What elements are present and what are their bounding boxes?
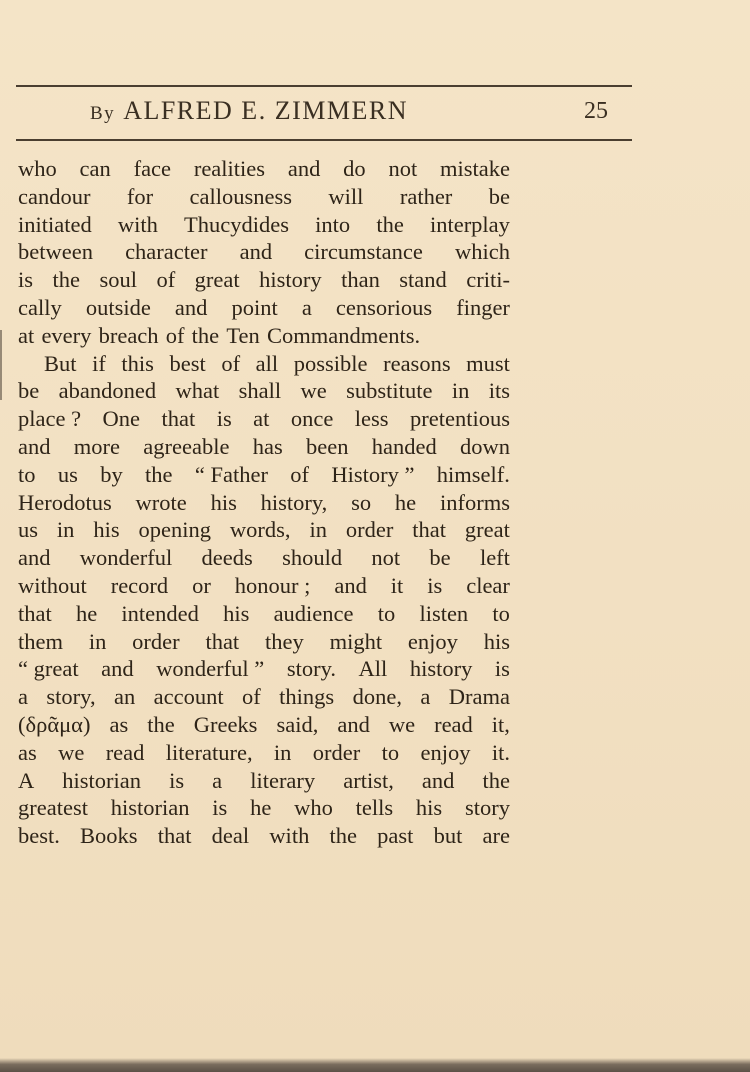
word: can <box>79 156 111 181</box>
text-line <box>18 628 510 656</box>
word: opening <box>138 517 212 543</box>
word: deal <box>211 823 250 849</box>
word: greatest <box>18 795 88 821</box>
word: “ Father <box>194 461 268 487</box>
word: the <box>191 322 220 348</box>
author-byline <box>90 96 408 126</box>
word: wonderful <box>79 545 173 571</box>
word: wonderful ” <box>156 656 265 682</box>
text-line <box>18 322 510 350</box>
word: soul <box>99 267 137 293</box>
word: and <box>239 239 273 265</box>
word: be <box>488 183 510 209</box>
word: and <box>18 433 51 459</box>
word: clear <box>466 572 510 598</box>
word: cally <box>18 294 62 320</box>
word: of <box>221 350 241 376</box>
word: a <box>18 684 28 710</box>
text-line <box>18 655 510 683</box>
page-number: 25 <box>584 98 608 124</box>
word: initiated <box>18 211 92 237</box>
word: said, <box>276 711 319 737</box>
word: shall <box>238 378 282 404</box>
word: the <box>147 711 175 737</box>
word: is <box>216 406 232 432</box>
word: to <box>492 600 510 626</box>
text-line <box>18 794 510 822</box>
word: in <box>56 517 75 543</box>
word: not <box>371 545 401 571</box>
text-line <box>18 461 510 489</box>
word: should <box>282 545 343 571</box>
text-line <box>18 183 510 211</box>
word: the <box>482 767 510 793</box>
word: listen <box>419 600 469 626</box>
word: at <box>253 406 270 432</box>
word: But <box>44 350 77 376</box>
word: us <box>18 517 39 543</box>
word: he <box>250 795 272 821</box>
word: who <box>18 156 57 181</box>
word: in <box>273 739 292 765</box>
word: read <box>105 739 145 765</box>
text-line <box>18 350 510 378</box>
word: reasons <box>383 350 451 376</box>
author-name: ALFRED E. ZIMMERN <box>123 96 408 125</box>
word: the <box>376 211 404 237</box>
word: been <box>305 433 349 459</box>
word: with <box>269 823 310 849</box>
word: a <box>420 684 431 710</box>
word: into <box>315 211 351 237</box>
text-line <box>18 433 510 461</box>
word: a <box>212 767 223 793</box>
word: or <box>192 572 211 598</box>
word: this <box>121 350 154 376</box>
word: who <box>294 795 333 821</box>
word: more <box>73 433 120 459</box>
word: and <box>337 711 370 737</box>
word: the <box>329 823 357 849</box>
word: do <box>343 156 366 181</box>
word: an <box>113 684 136 710</box>
word: character <box>125 239 208 265</box>
word: order <box>345 517 394 543</box>
word: down <box>459 433 510 459</box>
word: is <box>212 795 228 821</box>
word: account <box>153 684 224 710</box>
header-rule-bottom <box>16 139 632 141</box>
word: great <box>464 517 510 543</box>
word: stand <box>399 267 447 293</box>
text-line <box>18 489 510 517</box>
word: be <box>429 545 451 571</box>
word: we <box>388 711 416 737</box>
word: Thucydides <box>184 211 290 237</box>
word: pretentious <box>410 406 510 432</box>
page-gutter-mark <box>0 330 2 400</box>
word: abandoned <box>58 378 157 404</box>
word: History ” <box>331 461 415 487</box>
word: of <box>156 267 176 293</box>
word: candour <box>18 183 91 209</box>
word: as <box>109 711 129 737</box>
text-line <box>18 211 510 239</box>
word: (δρᾶμα) <box>18 711 91 737</box>
word: to <box>18 461 36 487</box>
word: that <box>205 628 240 654</box>
word: words, <box>229 517 291 543</box>
word: of <box>290 461 310 487</box>
word: for <box>126 183 154 209</box>
word: substitute <box>346 378 433 404</box>
word: to <box>377 600 396 626</box>
word: will <box>328 183 364 209</box>
word: and <box>101 656 134 682</box>
word: its <box>488 378 510 404</box>
word: story <box>464 795 510 821</box>
word: with <box>117 211 158 237</box>
word: enjoy <box>420 739 471 765</box>
word: that <box>412 517 447 543</box>
word: once <box>290 406 334 432</box>
text-line <box>18 711 510 739</box>
word: “ great <box>18 656 79 682</box>
word: historian <box>110 795 190 821</box>
word: that <box>161 406 196 432</box>
word: they <box>265 628 304 654</box>
word: record <box>110 572 169 598</box>
word: it <box>390 572 404 598</box>
text-line <box>18 683 510 711</box>
word: circumstance <box>304 239 423 265</box>
word: and <box>421 767 455 793</box>
word: literature, <box>165 739 253 765</box>
word: mistake <box>440 156 510 181</box>
word: are <box>482 823 510 849</box>
word: historian <box>62 767 142 793</box>
word: the <box>52 267 80 293</box>
word: if <box>92 350 106 376</box>
word: intended <box>121 600 199 626</box>
word: and <box>18 545 51 571</box>
word: to <box>381 739 400 765</box>
word: his <box>93 517 120 543</box>
word: informs <box>439 489 510 515</box>
word: All <box>358 656 388 682</box>
word: censorious <box>335 294 433 320</box>
word: in <box>309 517 327 543</box>
word: the <box>145 461 173 487</box>
word: is <box>169 767 185 793</box>
word: Books <box>80 823 138 849</box>
word: at <box>18 322 35 348</box>
word: realities <box>193 156 266 181</box>
word: wrote <box>135 489 187 515</box>
word: breach <box>98 322 159 348</box>
text-line <box>18 238 510 266</box>
text-line <box>18 405 510 433</box>
word: artist, <box>343 767 394 793</box>
word: handed <box>371 433 437 459</box>
word: audience <box>273 600 354 626</box>
word: has <box>252 433 283 459</box>
word: all <box>255 350 279 376</box>
word: without <box>18 572 87 598</box>
word: outside <box>85 294 151 320</box>
word: his <box>483 628 510 654</box>
text-line <box>18 767 510 795</box>
running-head <box>16 96 632 128</box>
word: as <box>18 739 37 765</box>
word: Drama <box>448 684 510 710</box>
word: story. <box>286 656 336 682</box>
word: Ten <box>226 322 260 348</box>
word: is <box>494 656 510 682</box>
word: history, <box>260 489 328 515</box>
text-line <box>18 822 510 850</box>
body-text <box>18 155 510 850</box>
word: A <box>18 767 35 793</box>
word: finger <box>456 294 510 320</box>
word: Commandments. <box>266 322 421 348</box>
word: criti- <box>466 267 510 293</box>
header-rule-top <box>16 85 632 87</box>
word: done, <box>352 684 402 710</box>
word: point <box>231 294 278 320</box>
text-line <box>18 516 510 544</box>
word: must <box>466 350 510 376</box>
word: enjoy <box>407 628 458 654</box>
word: his <box>223 600 250 626</box>
page-bottom-edge <box>0 1058 750 1072</box>
word: but <box>433 823 463 849</box>
word: agreeable <box>143 433 230 459</box>
word: and <box>287 156 321 181</box>
word: rather <box>399 183 453 209</box>
word: not <box>388 156 418 181</box>
word: every <box>41 322 92 348</box>
word: that <box>18 600 52 626</box>
word: might <box>329 628 383 654</box>
word: so <box>351 489 372 515</box>
word: he <box>75 600 98 626</box>
text-line <box>18 377 510 405</box>
word: left <box>479 545 510 571</box>
word: his <box>210 489 237 515</box>
word: history <box>259 267 322 293</box>
word: face <box>133 156 172 181</box>
text-line <box>18 266 510 294</box>
word: in <box>88 628 107 654</box>
word: we <box>58 739 85 765</box>
word: of <box>242 684 261 710</box>
word: Herodotus <box>18 489 112 515</box>
word: Greeks <box>193 711 258 737</box>
text-line <box>18 739 510 767</box>
word: and <box>174 294 208 320</box>
word: past <box>377 823 414 849</box>
text-line <box>18 155 510 183</box>
word: deeds <box>201 545 253 571</box>
word: what <box>175 378 220 404</box>
word: than <box>341 267 380 293</box>
text-line <box>18 600 510 628</box>
word: his <box>415 795 443 821</box>
word: between <box>18 239 93 265</box>
text-line <box>18 572 510 600</box>
word: best. <box>18 823 60 849</box>
word: order <box>312 739 361 765</box>
word: which <box>454 239 510 265</box>
word: by <box>100 461 123 487</box>
word: that <box>157 823 192 849</box>
word: literary <box>250 767 316 793</box>
word: us <box>57 461 78 487</box>
word: great <box>194 267 240 293</box>
word: honour ; <box>234 572 311 598</box>
word: history <box>409 656 473 682</box>
word: himself. <box>436 461 510 487</box>
word: best <box>169 350 206 376</box>
word: story, <box>46 684 96 710</box>
word: read <box>434 711 473 737</box>
word: it. <box>491 739 510 765</box>
word: it, <box>491 711 510 737</box>
word: we <box>300 378 327 404</box>
word: things <box>279 684 335 710</box>
word: order <box>132 628 180 654</box>
word: interplay <box>429 211 510 237</box>
word: them <box>18 628 63 654</box>
word: a <box>301 294 312 320</box>
word: in <box>451 378 470 404</box>
word: less <box>354 406 389 432</box>
word: callousness <box>189 183 293 209</box>
text-line <box>18 544 510 572</box>
word: of <box>165 322 185 348</box>
word: is <box>18 267 34 293</box>
word: possible <box>293 350 368 376</box>
word: place ? <box>18 406 82 432</box>
word: be <box>18 378 40 404</box>
word: tells <box>355 795 394 821</box>
word: he <box>394 489 417 515</box>
word: is <box>427 572 443 598</box>
word: One <box>102 406 141 432</box>
text-line <box>18 294 510 322</box>
byline-prefix: By <box>90 103 116 124</box>
word: and <box>334 572 367 598</box>
